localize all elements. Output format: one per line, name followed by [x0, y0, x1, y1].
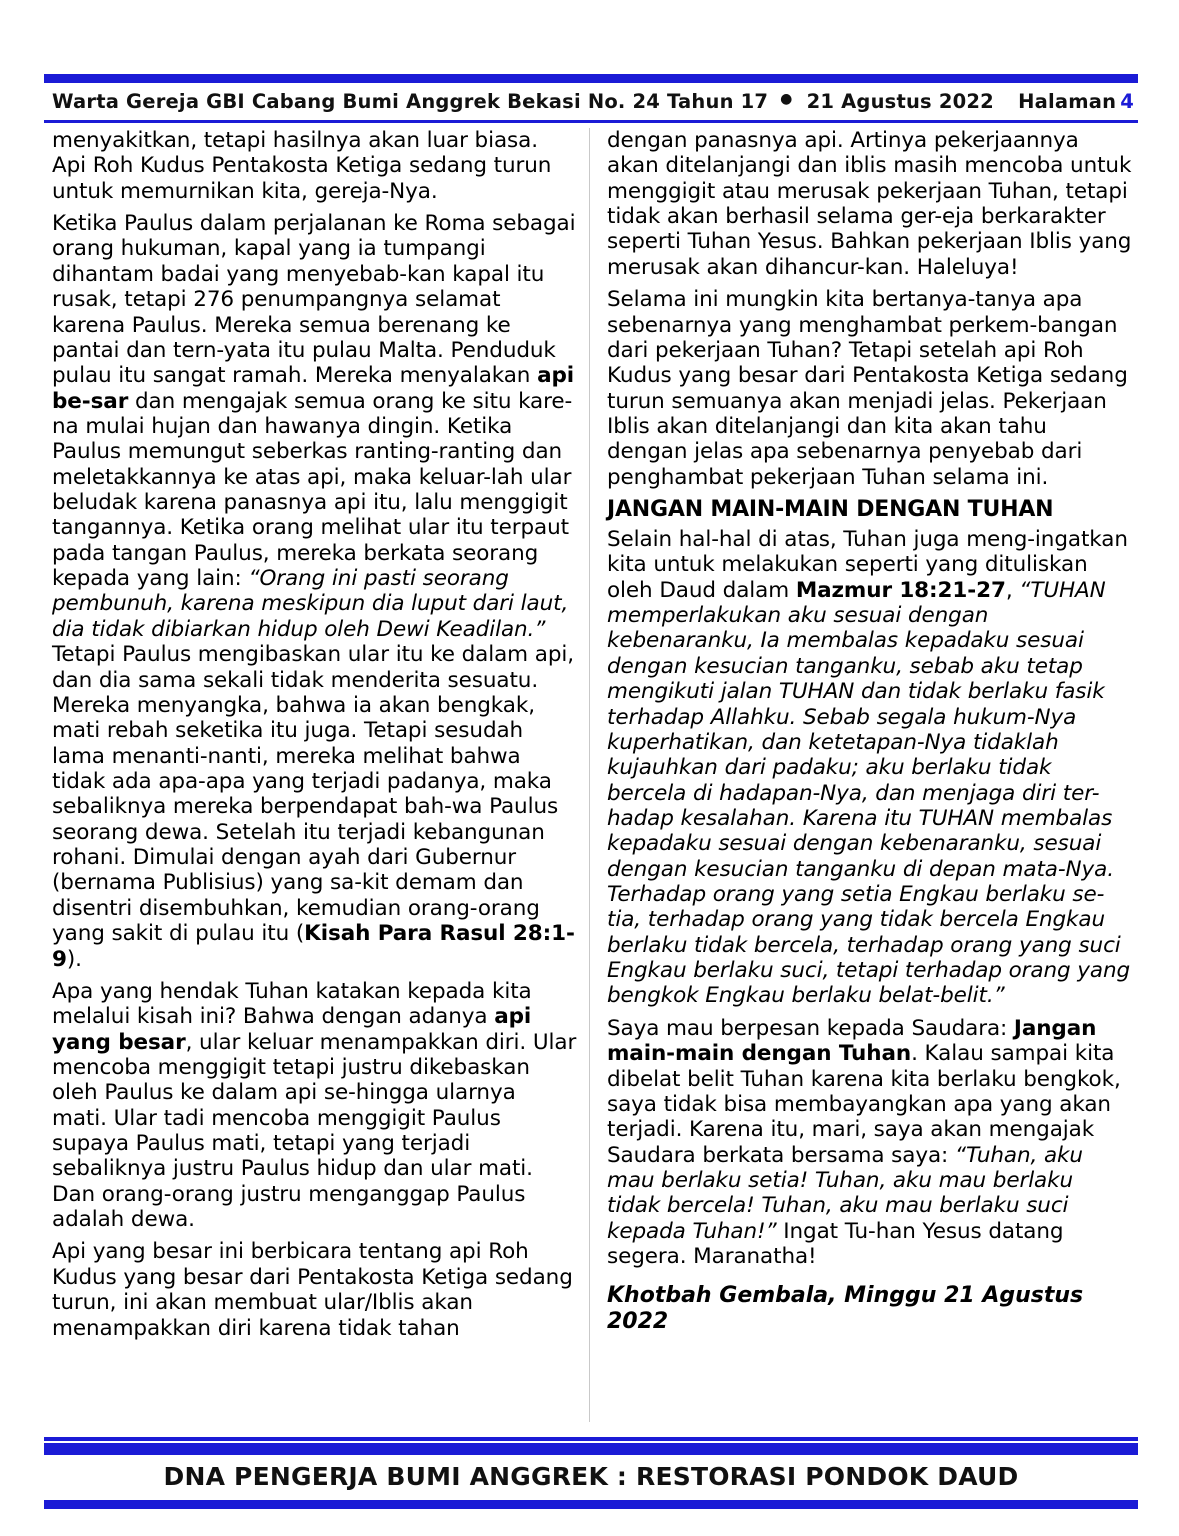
text-run: api be-sar	[52, 363, 575, 414]
top-accent-rule	[44, 74, 1138, 83]
paragraph	[607, 1016, 1132, 1270]
footer-tagline: DNA PENGERJA BUMI ANGGREK : RESTORASI PONDOK DAUD	[163, 1462, 1019, 1491]
article-signature: Khotbah Gembala, Minggu 21 Agustus 2022	[607, 1283, 1084, 1335]
header-separator-rule	[44, 120, 1138, 123]
text-run: Apa yang hendak Tuhan katakan kepada kita melalui kisah ini? Bahwa dengan adanya	[52, 978, 532, 1030]
text-run: api yang besar	[52, 1004, 532, 1055]
paragraph	[607, 287, 1132, 490]
text-run: Selain hal-hal di atas, Tuhan juga meng-ingatkan kita untuk melakukan seperti yang dituliskan oleh Daud dalam	[607, 526, 1128, 603]
page-number: 4	[1120, 89, 1134, 113]
paragraph	[52, 1239, 577, 1340]
paragraph	[52, 979, 577, 1233]
paragraph	[607, 128, 1132, 280]
text-run: Api yang besar ini berbicara tentang api Roh Kudus yang besar dari Pentakosta Ketiga sedang turun, ini akan membuat ular/Iblis akan menampakkan diri karena tidak tahan	[52, 1239, 573, 1341]
paragraph	[607, 527, 1132, 1009]
text-run: “TUHAN memperlakukan aku sesuai dengan kebenaranku, Ia membalas kepadaku sesuai dengan kesucian tanganku, sebab aku tetap mengikuti jalan TUHAN dan tidak berlaku fasik terhadap Allahku. Sebab segala hukum-Nya kuperhatikan, dan ketetapan-Nya tidaklah kujauhkan dari padaku; aku berlaku tidak bercela di hadapan-Nya, dan menjaga diri ter-hadap kesalahan. Karena itu TUHAN membalas kepadaku sesuai dengan kebenaranku, sesuai dengan kesucian tanganku di depan mata-Nya. Terhadap orang yang setia Engkau berlaku se-tia, terhadap orang yang tidak bercela Engkau berlaku tidak bercela, terhadap orang yang suci Engkau berlaku suci, tetapi terhadap orang yang bengkok Engkau berlaku belat-belit.”	[607, 577, 1131, 1009]
right-column	[607, 128, 1132, 1428]
section-heading: JANGAN MAIN-MAIN DENGAN TUHAN	[607, 497, 1054, 523]
footer-accent-band	[44, 1443, 1138, 1455]
text-run: “Tuhan, aku mau berlaku setia! Tuhan, aku mau berlaku tidak bercela! Tuhan, aku mau berlaku suci kepada Tuhan!”	[607, 1142, 1083, 1244]
text-run: , ular keluar menampakkan diri. Ular mencoba menggigit tetapi justru dikebaskan oleh Paulus ke dalam api se-hingga ularnya mati. Ular tadi mencoba menggigit Paulus supaya Paulus mati, tetapi yang terjadi sebaliknya justru Paulus hidup dan ular mati. Dan orang-orang justru menganggap Paulus adalah dewa.	[52, 1029, 577, 1233]
article-body	[52, 128, 1132, 1428]
issue-date: 21 Agustus 2022	[806, 89, 994, 113]
footer-accent-rule-top	[44, 1437, 1138, 1441]
text-run: “Orang ini pasti seorang pembunuh, karena meskipun dia luput dari laut, dia tidak dibiarkan hidup oleh Dewi Keadilan.”	[52, 566, 569, 642]
text-run: Jangan main-main dengan Tuhan	[607, 1015, 1097, 1067]
text-run: Tetapi Paulus mengibaskan ular itu ke dalam api, dan dia sama sekali tidak menderita sesuatu. Mereka menyangka, bahwa ia akan bengkak, mati rebah seketika itu juga. Tetapi sesudah lama menanti-nanti, mereka melihat bahwa tidak ada apa-apa yang terjadi padanya, maka sebaliknya mereka berpendapat bah-wa Paulus seorang dewa. Setelah itu terjadi kebangunan rohani. Dimulai dengan ayah dari Gubernur (bernama Publisius) yang sa-kit demam dan disentri disembuhkan, kemudian orang-orang yang sakit di pulau itu (	[52, 642, 574, 947]
text-run: Selama ini mungkin kita bertanya-tanya apa sebenarnya yang menghambat perkem-bangan dari pekerjaan Tuhan? Tetapi setelah api Roh Kudus yang besar dari Pentakosta Ketiga sedang turun semuanya akan menjadi jelas. Pekerjaan Iblis akan ditelanjangi dan kita akan tahu dengan jelas apa sebenarnya penyebab dari penghambat pekerjaan Tuhan selama ini.	[607, 287, 1128, 490]
left-column	[52, 128, 577, 1428]
text-run: menyakitkan, tetapi hasilnya akan luar biasa. Api Roh Kudus Pentakosta Ketiga sedang turun untuk memurnikan kita, gereja-Nya.	[52, 128, 552, 204]
page-label: Halaman	[1018, 89, 1117, 113]
page-header	[52, 87, 1134, 115]
bullet-icon: ●	[780, 91, 793, 107]
text-run: ).	[66, 946, 82, 972]
text-run: Mazmur 18:21-27	[795, 577, 1006, 603]
paragraph	[52, 211, 577, 972]
page-indicator	[1018, 90, 1134, 113]
text-run: ,	[1005, 577, 1020, 603]
footer-accent-rule-bottom	[44, 1500, 1138, 1509]
text-run: dan mengajak semua orang ke situ kare-na mulai hujan dan hawanya dingin. Ketika Paulus memungut seberkas ranting-ranting dan meletakkannya ke atas api, maka keluar-lah ular beludak karena panasnya api itu, lalu menggigit tangannya. Ketika orang melihat ular itu terpaut pada tangan Paulus, mereka berkata seorang kepada yang lain:	[52, 388, 573, 592]
text-run: Saya mau berpesan kepada Saudara:	[607, 1015, 1014, 1041]
text-run: Ketika Paulus dalam perjalanan ke Roma sebagai orang hukuman, kapal yang ia tumpangi dihantam badai yang menyebab-kan kapal itu rusak, tetapi 276 penumpangnya selamat karena Paulus. Mereka semua berenang ke pantai dan tern-yata itu pulau Malta. Penduduk pulau itu sangat ramah. Mereka menyalakan	[52, 211, 576, 389]
paragraph	[52, 128, 577, 204]
text-run: Ingat Tu-han Yesus datang segera. Maranatha!	[607, 1218, 1064, 1270]
text-run: . Kalau sampai kita dibelat belit Tuhan karena kita berlaku bengkok, saya tidak bisa membayangkan apa yang akan terjadi. Karena itu, mari, saya akan mengajak Saudara berkata bersama saya:	[607, 1041, 1121, 1168]
masthead-text: Warta Gereja GBI Cabang Bumi Anggrek Bekasi No. 24 Tahun 17	[52, 89, 769, 113]
text-run: dengan panasnya api. Artinya pekerjaannya akan ditelanjangi dan iblis masih mencoba untuk menggigit atau merusak pekerjaan Tuhan, tetapi tidak akan berhasil selama ger-eja berkarakter seperti Tuhan Yesus. Bahkan pekerjaan Iblis yang merusak akan dihancur-kan. Haleluya!	[607, 128, 1132, 280]
text-run: Kisah Para Rasul 28:1-9	[52, 921, 575, 972]
